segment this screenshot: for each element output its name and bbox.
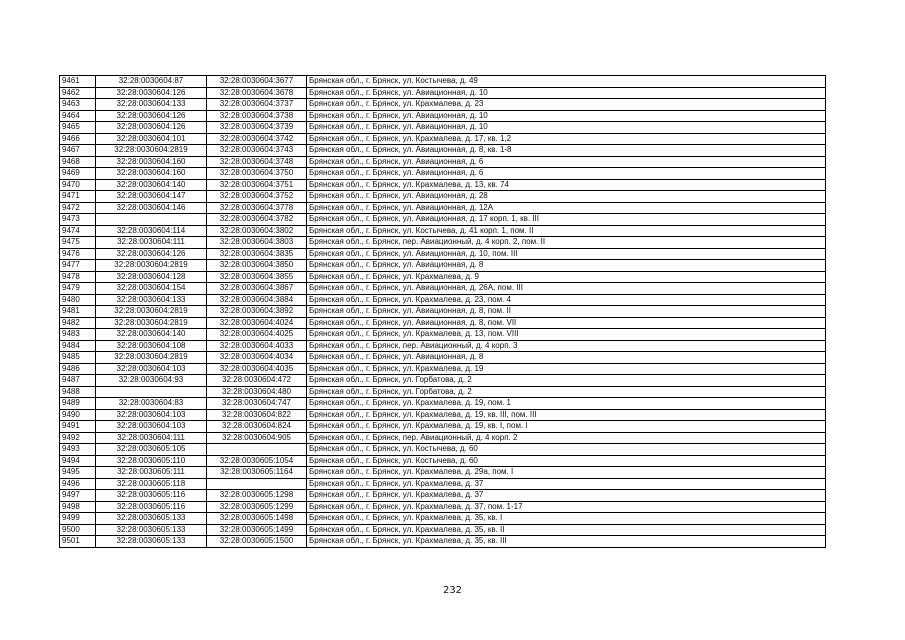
- address-cell: Брянская обл., г. Брянск, ул. Крахмалева, д. 9: [307, 271, 826, 283]
- row-number-cell: 9468: [60, 156, 96, 168]
- table-row: [60, 467, 826, 479]
- address-cell: Брянская обл., г. Брянск, ул. Авиационная, д. 28: [307, 191, 826, 203]
- parcel-cadastral-number-cell: 32:28:0030605:118: [96, 478, 207, 490]
- building-cadastral-number-cell: 32:28:0030604:3678: [207, 87, 307, 99]
- row-number-cell: 9489: [60, 398, 96, 410]
- building-cadastral-number-cell: 32:28:0030604:3867: [207, 283, 307, 295]
- building-cadastral-number-cell: 32:28:0030605:1498: [207, 513, 307, 525]
- row-number-cell: 9475: [60, 237, 96, 249]
- table-row: [60, 133, 826, 145]
- address-cell: Брянская обл., г. Брянск, ул. Авиационная, д. 8, пом. VII: [307, 317, 826, 329]
- address-cell: Брянская обл., г. Брянск, ул. Авиационная, д. 26А, пом. III: [307, 283, 826, 295]
- address-cell: Брянская обл., г. Брянск, ул. Горбатова, д. 2: [307, 375, 826, 387]
- building-cadastral-number-cell: 32:28:0030604:3737: [207, 99, 307, 111]
- building-cadastral-number-cell: 32:28:0030604:905: [207, 432, 307, 444]
- table-row: [60, 317, 826, 329]
- row-number-cell: 9481: [60, 306, 96, 318]
- row-number-cell: 9492: [60, 432, 96, 444]
- building-cadastral-number-cell: 32:28:0030604:822: [207, 409, 307, 421]
- table-row: [60, 214, 826, 226]
- building-cadastral-number-cell: [207, 478, 307, 490]
- row-number-cell: 9483: [60, 329, 96, 341]
- row-number-cell: 9498: [60, 501, 96, 513]
- address-cell: Брянская обл., г. Брянск, пер. Авиационный, д. 4 корп. 2, пом. II: [307, 237, 826, 249]
- table-row: [60, 156, 826, 168]
- row-number-cell: 9469: [60, 168, 96, 180]
- address-cell: Брянская обл., г. Брянск, ул. Авиационная, д. 8: [307, 260, 826, 272]
- parcel-cadastral-number-cell: 32:28:0030604:2819: [96, 145, 207, 157]
- address-cell: Брянская обл., г. Брянск, ул. Крахмалева, д. 13, кв. 74: [307, 179, 826, 191]
- parcel-cadastral-number-cell: 32:28:0030605:105: [96, 444, 207, 456]
- parcel-cadastral-number-cell: 32:28:0030604:2819: [96, 317, 207, 329]
- address-cell: Брянская обл., г. Брянск, ул. Авиационная, д. 6: [307, 168, 826, 180]
- row-number-cell: 9462: [60, 87, 96, 99]
- row-number-cell: 9484: [60, 340, 96, 352]
- row-number-cell: 9486: [60, 363, 96, 375]
- address-cell: Брянская обл., г. Брянск, ул. Горбатова, д. 2: [307, 386, 826, 398]
- parcel-cadastral-number-cell: 32:28:0030604:114: [96, 225, 207, 237]
- building-cadastral-number-cell: 32:28:0030604:3884: [207, 294, 307, 306]
- row-number-cell: 9488: [60, 386, 96, 398]
- parcel-cadastral-number-cell: 32:28:0030604:126: [96, 87, 207, 99]
- address-cell: Брянская обл., г. Брянск, ул. Крахмалева, д. 35, кв. III: [307, 536, 826, 548]
- building-cadastral-number-cell: 32:28:0030605:1298: [207, 490, 307, 502]
- building-cadastral-number-cell: 32:28:0030604:747: [207, 398, 307, 410]
- building-cadastral-number-cell: 32:28:0030604:3748: [207, 156, 307, 168]
- table-row: [60, 524, 826, 536]
- table-row: [60, 271, 826, 283]
- building-cadastral-number-cell: 32:28:0030604:824: [207, 421, 307, 433]
- address-cell: Брянская обл., г. Брянск, ул. Авиационная, д. 12А: [307, 202, 826, 214]
- table-row: [60, 99, 826, 111]
- table-row: [60, 478, 826, 490]
- table-row: [60, 363, 826, 375]
- building-cadastral-number-cell: 32:28:0030604:3739: [207, 122, 307, 134]
- row-number-cell: 9491: [60, 421, 96, 433]
- parcel-cadastral-number-cell: 32:28:0030605:116: [96, 490, 207, 502]
- table-row: [60, 513, 826, 525]
- cadastral-table: [59, 75, 826, 548]
- building-cadastral-number-cell: 32:28:0030604:4033: [207, 340, 307, 352]
- address-cell: Брянская обл., г. Брянск, ул. Крахмалева, д. 19: [307, 363, 826, 375]
- address-cell: Брянская обл., г. Брянск, ул. Крахмалева, д. 13, пом. VIII: [307, 329, 826, 341]
- building-cadastral-number-cell: 32:28:0030604:3892: [207, 306, 307, 318]
- building-cadastral-number-cell: 32:28:0030604:3742: [207, 133, 307, 145]
- building-cadastral-number-cell: [207, 444, 307, 456]
- building-cadastral-number-cell: 32:28:0030604:480: [207, 386, 307, 398]
- address-cell: Брянская обл., г. Брянск, ул. Авиационная, д. 8: [307, 352, 826, 364]
- parcel-cadastral-number-cell: 32:28:0030604:126: [96, 110, 207, 122]
- table-body: [60, 76, 826, 548]
- row-number-cell: 9471: [60, 191, 96, 203]
- row-number-cell: 9494: [60, 455, 96, 467]
- address-cell: Брянская обл., г. Брянск, ул. Крахмалева, д. 23, пом. 4: [307, 294, 826, 306]
- parcel-cadastral-number-cell: 32:28:0030604:111: [96, 237, 207, 249]
- building-cadastral-number-cell: 32:28:0030604:3855: [207, 271, 307, 283]
- table-row: [60, 260, 826, 272]
- parcel-cadastral-number-cell: 32:28:0030604:2819: [96, 352, 207, 364]
- building-cadastral-number-cell: 32:28:0030605:1499: [207, 524, 307, 536]
- table-row: [60, 168, 826, 180]
- row-number-cell: 9479: [60, 283, 96, 295]
- parcel-cadastral-number-cell: 32:28:0030604:126: [96, 122, 207, 134]
- parcel-cadastral-number-cell: 32:28:0030605:111: [96, 467, 207, 479]
- table-row: [60, 490, 826, 502]
- parcel-cadastral-number-cell: 32:28:0030604:111: [96, 432, 207, 444]
- parcel-cadastral-number-cell: 32:28:0030604:2819: [96, 260, 207, 272]
- row-number-cell: 9473: [60, 214, 96, 226]
- parcel-cadastral-number-cell: 32:28:0030604:140: [96, 329, 207, 341]
- building-cadastral-number-cell: 32:28:0030604:4035: [207, 363, 307, 375]
- table-row: [60, 202, 826, 214]
- parcel-cadastral-number-cell: 32:28:0030604:133: [96, 99, 207, 111]
- row-number-cell: 9472: [60, 202, 96, 214]
- building-cadastral-number-cell: 32:28:0030604:3752: [207, 191, 307, 203]
- address-cell: Брянская обл., г. Брянск, ул. Крахмалева, д. 37: [307, 478, 826, 490]
- table-row: [60, 386, 826, 398]
- address-cell: Брянская обл., г. Брянск, ул. Крахмалева, д. 17, кв. 1,2: [307, 133, 826, 145]
- parcel-cadastral-number-cell: 32:28:0030604:93: [96, 375, 207, 387]
- building-cadastral-number-cell: 32:28:0030604:3750: [207, 168, 307, 180]
- table-row: [60, 306, 826, 318]
- parcel-cadastral-number-cell: 32:28:0030605:133: [96, 524, 207, 536]
- address-cell: Брянская обл., г. Брянск, ул. Крахмалева, д. 37: [307, 490, 826, 502]
- table-row: [60, 87, 826, 99]
- row-number-cell: 9467: [60, 145, 96, 157]
- table-row: [60, 122, 826, 134]
- row-number-cell: 9482: [60, 317, 96, 329]
- parcel-cadastral-number-cell: 32:28:0030604:146: [96, 202, 207, 214]
- address-cell: Брянская обл., г. Брянск, ул. Авиационная, д. 17 корп. 1, кв. III: [307, 214, 826, 226]
- address-cell: Брянская обл., г. Брянск, ул. Крахмалева, д. 19, пом. 1: [307, 398, 826, 410]
- row-number-cell: 9465: [60, 122, 96, 134]
- parcel-cadastral-number-cell: [96, 214, 207, 226]
- building-cadastral-number-cell: 32:28:0030604:4025: [207, 329, 307, 341]
- parcel-cadastral-number-cell: 32:28:0030604:83: [96, 398, 207, 410]
- parcel-cadastral-number-cell: 32:28:0030604:126: [96, 248, 207, 260]
- table-row: [60, 501, 826, 513]
- row-number-cell: 9497: [60, 490, 96, 502]
- table-row: [60, 76, 826, 88]
- row-number-cell: 9487: [60, 375, 96, 387]
- parcel-cadastral-number-cell: 32:28:0030604:140: [96, 179, 207, 191]
- building-cadastral-number-cell: 32:28:0030604:3778: [207, 202, 307, 214]
- address-cell: Брянская обл., г. Брянск, ул. Авиационная, д. 10: [307, 122, 826, 134]
- parcel-cadastral-number-cell: 32:28:0030604:103: [96, 421, 207, 433]
- parcel-cadastral-number-cell: 32:28:0030605:133: [96, 513, 207, 525]
- parcel-cadastral-number-cell: 32:28:0030605:110: [96, 455, 207, 467]
- address-cell: Брянская обл., г. Брянск, ул. Авиационная, д. 10: [307, 87, 826, 99]
- parcel-cadastral-number-cell: 32:28:0030604:103: [96, 363, 207, 375]
- parcel-cadastral-number-cell: [96, 386, 207, 398]
- address-cell: Брянская обл., г. Брянск, ул. Костычева, д. 60: [307, 444, 826, 456]
- address-cell: Брянская обл., г. Брянск, ул. Костычева, д. 41 корп. 1, пом. II: [307, 225, 826, 237]
- table-row: [60, 179, 826, 191]
- address-cell: Брянская обл., г. Брянск, пер. Авиационный, д. 4 корп. 3: [307, 340, 826, 352]
- building-cadastral-number-cell: 32:28:0030604:3677: [207, 76, 307, 88]
- table-row: [60, 398, 826, 410]
- table-row: [60, 145, 826, 157]
- address-cell: Брянская обл., г. Брянск, пер. Авиационный, д. 4 корп. 2: [307, 432, 826, 444]
- building-cadastral-number-cell: 32:28:0030605:1299: [207, 501, 307, 513]
- address-cell: Брянская обл., г. Брянск, ул. Авиационная, д. 10, пом. III: [307, 248, 826, 260]
- parcel-cadastral-number-cell: 32:28:0030605:133: [96, 536, 207, 548]
- row-number-cell: 9474: [60, 225, 96, 237]
- row-number-cell: 9463: [60, 99, 96, 111]
- row-number-cell: 9496: [60, 478, 96, 490]
- parcel-cadastral-number-cell: 32:28:0030605:116: [96, 501, 207, 513]
- table-row: [60, 248, 826, 260]
- table-row: [60, 536, 826, 548]
- parcel-cadastral-number-cell: 32:28:0030604:133: [96, 294, 207, 306]
- building-cadastral-number-cell: 32:28:0030604:472: [207, 375, 307, 387]
- row-number-cell: 9490: [60, 409, 96, 421]
- building-cadastral-number-cell: 32:28:0030604:3802: [207, 225, 307, 237]
- row-number-cell: 9464: [60, 110, 96, 122]
- row-number-cell: 9470: [60, 179, 96, 191]
- parcel-cadastral-number-cell: 32:28:0030604:160: [96, 156, 207, 168]
- building-cadastral-number-cell: 32:28:0030604:4034: [207, 352, 307, 364]
- address-cell: Брянская обл., г. Брянск, ул. Авиационная, д. 8, пом. II: [307, 306, 826, 318]
- address-cell: Брянская обл., г. Брянск, ул. Костычева, д. 49: [307, 76, 826, 88]
- parcel-cadastral-number-cell: 32:28:0030604:147: [96, 191, 207, 203]
- row-number-cell: 9493: [60, 444, 96, 456]
- table-row: [60, 455, 826, 467]
- table-row: [60, 375, 826, 387]
- row-number-cell: 9495: [60, 467, 96, 479]
- table-row: [60, 225, 826, 237]
- building-cadastral-number-cell: 32:28:0030605:1500: [207, 536, 307, 548]
- address-cell: Брянская обл., г. Брянск, ул. Авиационная, д. 10: [307, 110, 826, 122]
- building-cadastral-number-cell: 32:28:0030604:3751: [207, 179, 307, 191]
- address-cell: Брянская обл., г. Брянск, ул. Крахмалева, д. 37, пом. 1-17: [307, 501, 826, 513]
- parcel-cadastral-number-cell: 32:28:0030604:103: [96, 409, 207, 421]
- address-cell: Брянская обл., г. Брянск, ул. Крахмалева, д. 23: [307, 99, 826, 111]
- table-row: [60, 352, 826, 364]
- parcel-cadastral-number-cell: 32:28:0030604:108: [96, 340, 207, 352]
- table-row: [60, 340, 826, 352]
- row-number-cell: 9500: [60, 524, 96, 536]
- address-cell: Брянская обл., г. Брянск, ул. Авиационная, д. 6: [307, 156, 826, 168]
- row-number-cell: 9477: [60, 260, 96, 272]
- table-row: [60, 110, 826, 122]
- table-row: [60, 283, 826, 295]
- address-cell: Брянская обл., г. Брянск, ул. Крахмалева, д. 19, кв. III, пом. III: [307, 409, 826, 421]
- parcel-cadastral-number-cell: 32:28:0030604:154: [96, 283, 207, 295]
- parcel-cadastral-number-cell: 32:28:0030604:160: [96, 168, 207, 180]
- table-row: [60, 237, 826, 249]
- row-number-cell: 9461: [60, 76, 96, 88]
- table-row: [60, 409, 826, 421]
- table-row: [60, 444, 826, 456]
- address-cell: Брянская обл., г. Брянск, ул. Крахмалева, д. 35, кв. I: [307, 513, 826, 525]
- row-number-cell: 9485: [60, 352, 96, 364]
- building-cadastral-number-cell: 32:28:0030605:1164: [207, 467, 307, 479]
- building-cadastral-number-cell: 32:28:0030604:3835: [207, 248, 307, 260]
- building-cadastral-number-cell: 32:28:0030605:1054: [207, 455, 307, 467]
- row-number-cell: 9499: [60, 513, 96, 525]
- row-number-cell: 9480: [60, 294, 96, 306]
- row-number-cell: 9476: [60, 248, 96, 260]
- row-number-cell: 9466: [60, 133, 96, 145]
- parcel-cadastral-number-cell: 32:28:0030604:101: [96, 133, 207, 145]
- row-number-cell: 9501: [60, 536, 96, 548]
- building-cadastral-number-cell: 32:28:0030604:3738: [207, 110, 307, 122]
- table-row: [60, 421, 826, 433]
- building-cadastral-number-cell: 32:28:0030604:4024: [207, 317, 307, 329]
- building-cadastral-number-cell: 32:28:0030604:3803: [207, 237, 307, 249]
- address-cell: Брянская обл., г. Брянск, ул. Крахмалева, д. 35, кв. II: [307, 524, 826, 536]
- address-cell: Брянская обл., г. Брянск, ул. Крахмалева, д. 29а, пом. I: [307, 467, 826, 479]
- row-number-cell: 9478: [60, 271, 96, 283]
- address-cell: Брянская обл., г. Брянск, ул. Авиационная, д. 8, кв. 1-8: [307, 145, 826, 157]
- building-cadastral-number-cell: 32:28:0030604:3850: [207, 260, 307, 272]
- parcel-cadastral-number-cell: 32:28:0030604:2819: [96, 306, 207, 318]
- page-number: 232: [442, 585, 463, 596]
- address-cell: Брянская обл., г. Брянск, ул. Крахмалева, д. 19, кв. I, пом. I: [307, 421, 826, 433]
- parcel-cadastral-number-cell: 32:28:0030604:87: [96, 76, 207, 88]
- table-row: [60, 432, 826, 444]
- building-cadastral-number-cell: 32:28:0030604:3782: [207, 214, 307, 226]
- building-cadastral-number-cell: 32:28:0030604:3743: [207, 145, 307, 157]
- table-row: [60, 294, 826, 306]
- parcel-cadastral-number-cell: 32:28:0030604:128: [96, 271, 207, 283]
- table-row: [60, 191, 826, 203]
- address-cell: Брянская обл., г. Брянск, ул. Костычева, д. 60: [307, 455, 826, 467]
- table-row: [60, 329, 826, 341]
